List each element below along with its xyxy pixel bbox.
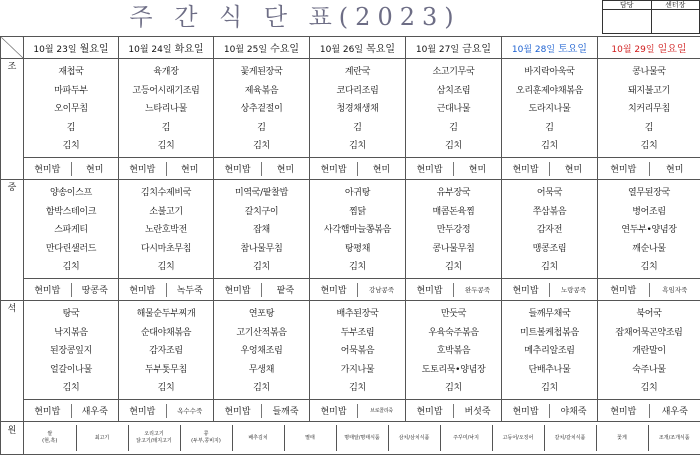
- day-date: 10월 27일: [416, 45, 459, 55]
- dish-item: 삼치조림: [406, 82, 501, 101]
- dish-item: 제육볶음: [214, 82, 309, 101]
- side-item: 새우죽: [650, 404, 700, 417]
- day-menu-cell: [310, 180, 406, 279]
- day-menu-cell: [24, 301, 119, 400]
- rice-cell: [310, 279, 406, 301]
- dish-item: 김: [24, 119, 118, 138]
- side-item: 흑임자죽: [650, 285, 700, 294]
- dish-item: 김치: [214, 137, 309, 156]
- dish-item: 호박볶음: [406, 342, 501, 361]
- dish-item: 소고기무국: [406, 63, 501, 82]
- rice-cell: [24, 279, 119, 301]
- dish-item: 김치수제비국: [119, 184, 213, 203]
- dish-item: 가지나물: [310, 361, 405, 380]
- origin-row: [1, 422, 700, 455]
- dish-item: 김치: [310, 137, 405, 156]
- origin-text: 쌀: [24, 431, 76, 438]
- origin-cell: [180, 425, 232, 451]
- origin-cell: [388, 425, 440, 451]
- dish-item: 김: [406, 119, 501, 138]
- dish-item: 배추된장국: [310, 305, 405, 324]
- day-weekday: 수요일: [270, 44, 299, 55]
- dish-item: 노란호박전: [119, 221, 213, 240]
- dish-item: 낙지볶음: [24, 324, 118, 343]
- rice-label: 현미밥: [119, 283, 166, 296]
- day-date: 10월 28일: [512, 45, 555, 55]
- day-date: 10월 23일: [33, 45, 76, 55]
- dish-item: 무생채: [214, 361, 309, 380]
- rice-label: 현미밥: [406, 404, 453, 417]
- dish-item: 바지락아욱국: [502, 63, 597, 82]
- origin-text: 최고기: [77, 435, 128, 442]
- dish-item: 미트볼케첩볶음: [502, 324, 597, 343]
- dish-item: 김치: [598, 258, 700, 277]
- side-item: 현미: [550, 162, 597, 175]
- day-date: 10월 24일: [128, 45, 171, 55]
- dish-item: 맹콩조림: [502, 240, 597, 259]
- day-menu-cell: [406, 180, 502, 279]
- dish-item: 해물순두부찌개: [119, 305, 213, 324]
- dish-item: 코다리조림: [310, 82, 405, 101]
- rice-cell: [406, 158, 502, 180]
- rice-label: 현미밥: [502, 404, 549, 417]
- rice-label: 현미밥: [598, 283, 649, 296]
- meal-rice-row: [1, 158, 700, 180]
- dish-item: 찜닭: [310, 203, 405, 222]
- rice-cell: [119, 158, 214, 180]
- rice-cell: [214, 400, 310, 422]
- dish-item: 매콤돈육찜: [406, 203, 501, 222]
- dish-item: 콩나물국: [598, 63, 700, 82]
- approval-sign-staff: [603, 10, 652, 34]
- rice-label: 현미밥: [119, 162, 166, 175]
- origin-cell: [492, 425, 544, 451]
- rice-label: 현미밥: [598, 404, 649, 417]
- side-item: 녹두죽: [167, 283, 214, 296]
- approval-header-director: 센터장: [651, 1, 700, 10]
- origin-strip: [24, 422, 700, 455]
- dish-item: 김: [598, 119, 700, 138]
- dish-item: 만두강정: [406, 221, 501, 240]
- dish-item: 재첩국: [24, 63, 118, 82]
- dish-item: 얼갈이나물: [24, 361, 118, 380]
- rice-label: 현미밥: [598, 162, 649, 175]
- rice-label: 현미밥: [24, 404, 71, 417]
- dish-item: 콩나물무침: [406, 240, 501, 259]
- dish-item: 어묵볶음: [310, 342, 405, 361]
- dish-item: 김치: [406, 379, 501, 398]
- meal-label: 석: [1, 301, 24, 422]
- dish-item: 개란말이: [598, 342, 700, 361]
- rice-cell: [310, 400, 406, 422]
- origin-text: 배추김치: [233, 435, 284, 442]
- origin-text: 명태알/명태식품: [337, 435, 388, 442]
- dish-item: 만다린샐러드: [24, 240, 118, 259]
- origin-text: 멸태: [285, 435, 336, 442]
- side-item: 현미: [454, 162, 501, 175]
- dish-item: 김: [502, 119, 597, 138]
- dish-item: 스파게티: [24, 221, 118, 240]
- dish-item: 북어국: [598, 305, 700, 324]
- day-menu-cell: [598, 180, 700, 279]
- day-menu-cell: [214, 301, 310, 400]
- rice-label: 현미밥: [310, 404, 357, 417]
- origin-cell: [648, 425, 700, 451]
- side-item: 브로콜리죽: [358, 407, 405, 414]
- dish-item: 상추겉절이: [214, 100, 309, 119]
- day-header: [598, 37, 700, 59]
- dish-item: 청경채생채: [310, 100, 405, 119]
- day-menu-cell: [24, 59, 119, 158]
- origin-cell: [24, 425, 76, 451]
- dish-item: 김: [214, 119, 309, 138]
- dish-item: 양송이스프: [24, 184, 118, 203]
- day-date: 10월 25일: [224, 45, 267, 55]
- meal-dishes-row: [1, 180, 700, 279]
- side-item: 현미: [650, 162, 700, 175]
- origin-text: 꽃게: [597, 435, 648, 442]
- rice-label: 현미밥: [24, 162, 71, 175]
- dish-item: 김치: [119, 137, 213, 156]
- rice-cell: [310, 158, 406, 180]
- day-date: 10월 26일: [320, 45, 363, 55]
- dish-item: 두부톳무침: [119, 361, 213, 380]
- dish-item: 유부장국: [406, 184, 501, 203]
- dish-item: 김치: [310, 258, 405, 277]
- meal-rice-row: [1, 279, 700, 301]
- day-weekday: 월요일: [80, 44, 109, 55]
- dish-item: 쭈삼볶음: [502, 203, 597, 222]
- dish-item: 우엉채조림: [214, 342, 309, 361]
- side-item: 강남콩죽: [358, 285, 405, 294]
- dish-item: 우육숙주볶음: [406, 324, 501, 343]
- side-item: 노랑콩죽: [550, 285, 597, 294]
- dish-item: 단배추나물: [502, 361, 597, 380]
- dish-item: 갈치구이: [214, 203, 309, 222]
- meal-rice-row: [1, 400, 700, 422]
- dish-item: 김: [119, 119, 213, 138]
- day-menu-cell: [502, 59, 598, 158]
- day-weekday: 금요일: [462, 44, 491, 55]
- dish-item: 김치: [119, 258, 213, 277]
- dish-item: 만둣국: [406, 305, 501, 324]
- origin-text: (두부,콩비지): [181, 438, 232, 445]
- day-weekday: 목요일: [366, 44, 395, 55]
- rice-cell: [502, 158, 598, 180]
- rice-cell: [502, 279, 598, 301]
- side-item: 현미: [262, 162, 309, 175]
- day-menu-cell: [310, 59, 406, 158]
- dish-item: 미역국/팥찰밥: [214, 184, 309, 203]
- dish-item: 감자조림: [119, 342, 213, 361]
- rice-label: 현미밥: [406, 162, 453, 175]
- origin-text: 콩: [181, 431, 232, 438]
- origin-text: (현,흑): [24, 438, 76, 445]
- dish-item: 김치: [119, 379, 213, 398]
- day-menu-cell: [502, 301, 598, 400]
- origin-cell: [128, 425, 180, 451]
- dish-item: 들깨무채국: [502, 305, 597, 324]
- rice-label: 현미밥: [214, 162, 261, 175]
- dish-item: 사각햄마늘쫑볶음: [310, 221, 405, 240]
- dish-item: 근대나물: [406, 100, 501, 119]
- approval-sign-director: [651, 10, 700, 34]
- day-header: [24, 37, 119, 59]
- dish-item: 어묵국: [502, 184, 597, 203]
- side-item: 땅콩죽: [72, 283, 119, 296]
- dish-item: 소불고기: [119, 203, 213, 222]
- rice-cell: [119, 279, 214, 301]
- dish-item: 김치: [214, 379, 309, 398]
- approval-box: [602, 0, 700, 34]
- rice-cell: [214, 279, 310, 301]
- dish-item: 잡채: [214, 221, 309, 240]
- dish-item: 다시마초무침: [119, 240, 213, 259]
- dish-item: 김치: [502, 258, 597, 277]
- rice-cell: [406, 279, 502, 301]
- day-header: [214, 37, 310, 59]
- dish-item: 김치: [214, 258, 309, 277]
- rice-label: 현미밥: [502, 162, 549, 175]
- header-row: [1, 37, 700, 59]
- origin-text: 오리고기: [129, 431, 180, 438]
- origin-text: 조개/조개식품: [649, 435, 700, 442]
- meal-label: 중: [1, 180, 24, 301]
- dish-item: 김치: [310, 379, 405, 398]
- day-weekday: 화요일: [175, 44, 204, 55]
- side-item: 들깨죽: [262, 404, 309, 417]
- origin-text: 삼치/삼치식품: [389, 435, 440, 442]
- dish-item: 김치: [502, 137, 597, 156]
- meal-label: 조: [1, 59, 24, 180]
- day-menu-cell: [24, 180, 119, 279]
- rice-cell: [502, 400, 598, 422]
- rice-cell: [24, 158, 119, 180]
- side-item: 완두콩죽: [454, 285, 501, 294]
- day-menu-cell: [598, 301, 700, 400]
- dish-item: 연포탕: [214, 305, 309, 324]
- day-menu-cell: [119, 180, 214, 279]
- origin-text: 닭고기/돼지고기: [129, 438, 180, 445]
- origin-text: 주꾸미/낙지: [441, 435, 492, 442]
- dish-item: 고기산적볶음: [214, 324, 309, 343]
- dish-item: 참나물무침: [214, 240, 309, 259]
- rice-cell: [119, 400, 214, 422]
- dish-item: 계란국: [310, 63, 405, 82]
- dish-item: 마파두부: [24, 82, 118, 101]
- dish-item: 함박스테이크: [24, 203, 118, 222]
- rice-label: 현미밥: [214, 283, 261, 296]
- corner-cell: [1, 37, 24, 59]
- rice-cell: [406, 400, 502, 422]
- side-item: 현미: [358, 162, 405, 175]
- dish-item: 순대야채볶음: [119, 324, 213, 343]
- origin-cell: [284, 425, 336, 451]
- day-menu-cell: [598, 59, 700, 158]
- dish-item: 김치: [24, 258, 118, 277]
- day-menu-cell: [119, 301, 214, 400]
- day-weekday: 일요일: [658, 44, 687, 55]
- dish-item: 김치: [406, 137, 501, 156]
- rice-cell: [598, 400, 700, 422]
- dish-item: 병어조림: [598, 203, 700, 222]
- page-title: 주 간 식 단 표(2023): [0, 0, 590, 34]
- dish-item: 감자전: [502, 221, 597, 240]
- dish-item: 김: [310, 119, 405, 138]
- dish-item: 탕평채: [310, 240, 405, 259]
- meal-dishes-row: [1, 59, 700, 158]
- dish-item: 도토리묵•양념장: [406, 361, 501, 380]
- origin-text: 갈치/갈치식품: [545, 435, 596, 442]
- rice-label: 현미밥: [310, 162, 357, 175]
- dish-item: 김치: [406, 258, 501, 277]
- day-menu-cell: [406, 59, 502, 158]
- dish-item: 김치: [24, 137, 118, 156]
- dish-item: 연두부•양념장: [598, 221, 700, 240]
- dish-item: 두부조림: [310, 324, 405, 343]
- dish-item: 깨순나물: [598, 240, 700, 259]
- dish-item: 치커리무침: [598, 100, 700, 119]
- origin-label: 원: [1, 422, 24, 455]
- day-weekday: 토요일: [558, 44, 587, 55]
- rice-cell: [598, 279, 700, 301]
- dish-item: 도라지나물: [502, 100, 597, 119]
- dish-item: 숙주나물: [598, 361, 700, 380]
- rice-label: 현미밥: [310, 283, 357, 296]
- rice-label: 현미밥: [502, 283, 549, 296]
- dish-item: 열무된장국: [598, 184, 700, 203]
- dish-item: 육개장: [119, 63, 213, 82]
- rice-cell: [24, 400, 119, 422]
- day-menu-cell: [214, 59, 310, 158]
- dish-item: 된장콩잎지: [24, 342, 118, 361]
- rice-label: 현미밥: [406, 283, 453, 296]
- approval-header-staff: 담당: [603, 1, 652, 10]
- dish-item: 고등어시래기조림: [119, 82, 213, 101]
- dish-item: 오리훈제야채볶음: [502, 82, 597, 101]
- origin-cell: [336, 425, 388, 451]
- dish-item: 꽃게된장국: [214, 63, 309, 82]
- side-item: 새우죽: [72, 404, 119, 417]
- dish-item: 오이무침: [24, 100, 118, 119]
- side-item: 팥죽: [262, 283, 309, 296]
- origin-cell: [232, 425, 284, 451]
- day-header: [119, 37, 214, 59]
- rice-cell: [598, 158, 700, 180]
- origin-cell: [76, 425, 128, 451]
- day-menu-cell: [310, 301, 406, 400]
- side-item: 야채죽: [550, 404, 597, 417]
- rice-label: 현미밥: [24, 283, 71, 296]
- day-header: [406, 37, 502, 59]
- origin-cell: [544, 425, 596, 451]
- origin-cell: [596, 425, 648, 451]
- weekly-menu-table: [0, 36, 700, 455]
- dish-item: 김치: [24, 379, 118, 398]
- dish-item: 느타리나물: [119, 100, 213, 119]
- side-item: 옥수수죽: [167, 406, 214, 415]
- meal-dishes-row: [1, 301, 700, 400]
- day-menu-cell: [406, 301, 502, 400]
- dish-item: 돼지불고기: [598, 82, 700, 101]
- dish-item: 김치: [598, 137, 700, 156]
- day-header: [502, 37, 598, 59]
- dish-item: 잡채어묵곤약조림: [598, 324, 700, 343]
- side-item: 버섯죽: [454, 404, 501, 417]
- side-item: 현미: [167, 162, 214, 175]
- day-menu-cell: [502, 180, 598, 279]
- day-menu-cell: [119, 59, 214, 158]
- dish-item: 탕국: [24, 305, 118, 324]
- day-date: 10월 29일: [611, 45, 654, 55]
- origin-text: 고등어/오징어: [493, 435, 544, 442]
- rice-cell: [214, 158, 310, 180]
- rice-label: 현미밥: [119, 404, 166, 417]
- dish-item: 김치: [502, 379, 597, 398]
- rice-label: 현미밥: [214, 404, 261, 417]
- dish-item: 김치: [598, 379, 700, 398]
- dish-item: 메추리알조림: [502, 342, 597, 361]
- day-header: [310, 37, 406, 59]
- day-menu-cell: [214, 180, 310, 279]
- dish-item: 아귀탕: [310, 184, 405, 203]
- origin-cell: [440, 425, 492, 451]
- side-item: 현미: [72, 162, 119, 175]
